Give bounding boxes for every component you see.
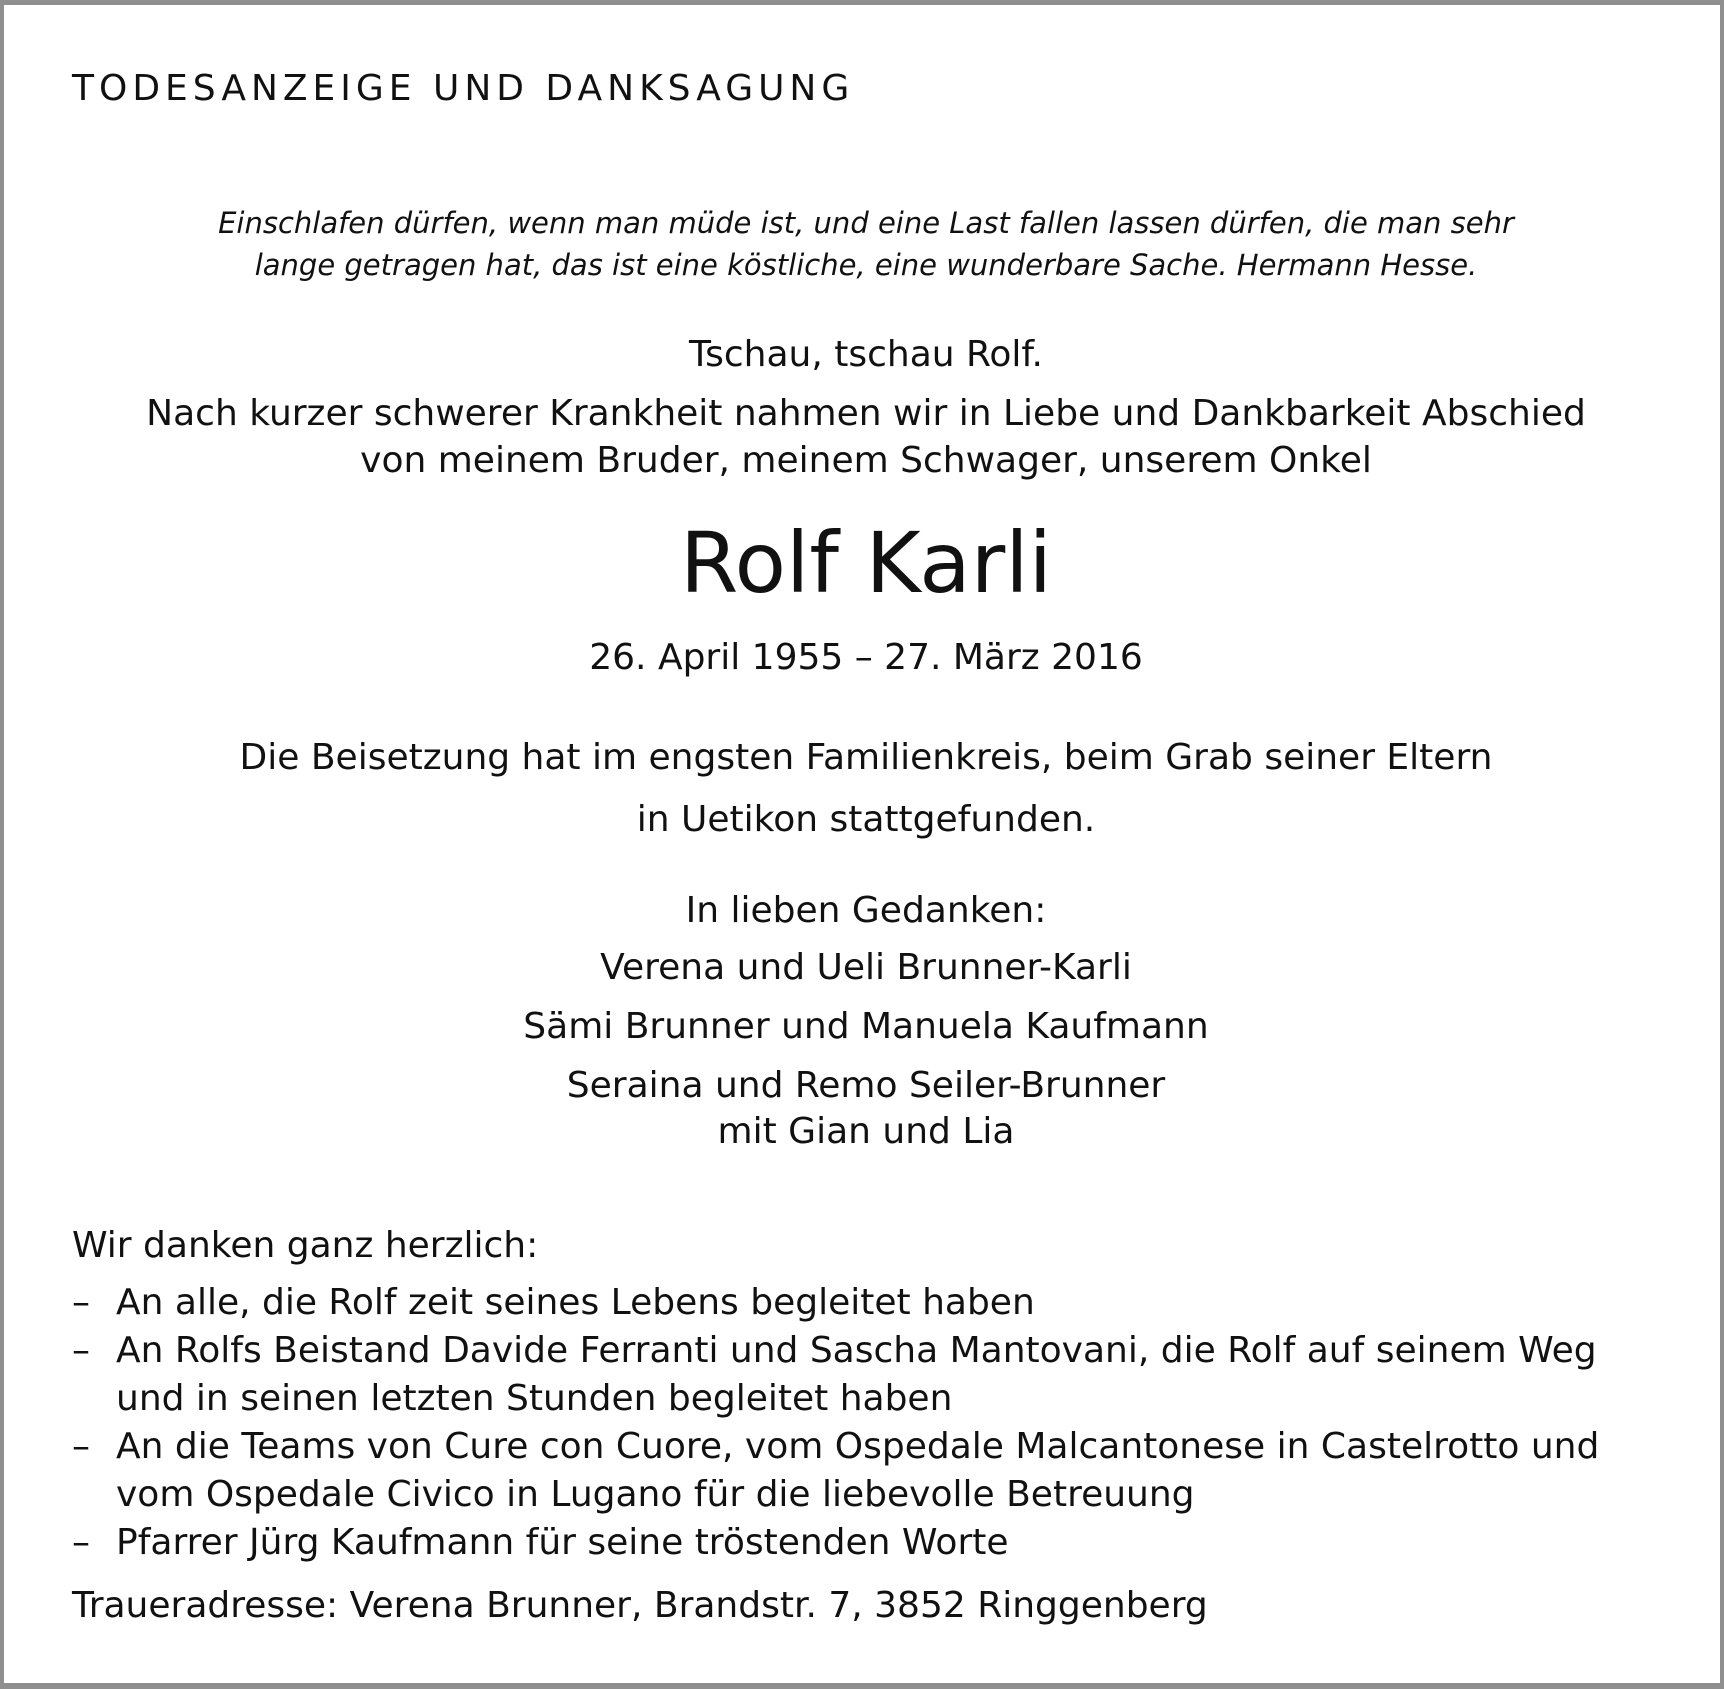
- hesse-quote: [4, 202, 1724, 286]
- quote-line: Einschlafen dürfen, wenn man müde ist, und eine Last fallen lassen dürfen, die man sehr: [218, 206, 1514, 240]
- announcement-line: Nach kurzer schwerer Krankheit nahmen wir in Liebe und Dankbarkeit Abschied: [146, 393, 1586, 434]
- thanks-line: Pfarrer Jürg Kaufmann für seine tröstenden Worte: [116, 1522, 1009, 1563]
- thanks-item: [72, 1279, 1672, 1327]
- thanks-line: An die Teams von Cure con Cuore, vom Ospedale Malcantonese in Castelrotto und: [116, 1426, 1600, 1467]
- mourner-name: Seraina und Remo Seiler-Brunner: [566, 1065, 1166, 1106]
- burial-line: in Uetikon stattgefunden.: [636, 799, 1096, 840]
- dash-bullet: –: [72, 1330, 90, 1371]
- thanks-item: [72, 1327, 1672, 1423]
- announcement-text: [4, 390, 1724, 484]
- farewell-greeting: Tschau, tschau Rolf.: [689, 334, 1043, 375]
- thanks-line: An Rolfs Beistand Davide Ferranti und Sascha Mantovani, die Rolf auf seinem Weg: [116, 1330, 1597, 1371]
- dash-bullet: –: [72, 1282, 90, 1323]
- mourner-name: Sämi Brunner und Manuela Kaufmann: [523, 1006, 1209, 1047]
- thanks-heading: Wir danken ganz herzlich:: [72, 1225, 539, 1266]
- mourners-list: [4, 945, 1724, 1155]
- deceased-name: Rolf Karli: [680, 514, 1052, 612]
- notice-header: TODESANZEIGE UND DANKSAGUNG: [72, 68, 855, 109]
- burial-notice: [4, 727, 1724, 851]
- mourners-heading: In lieben Gedanken:: [685, 890, 1047, 931]
- dash-bullet: –: [72, 1522, 90, 1563]
- life-dates: 26. April 1955 – 27. März 2016: [589, 637, 1143, 678]
- announcement-line: von meinem Bruder, meinem Schwager, unserem Onkel: [360, 440, 1372, 481]
- thanks-list: [72, 1279, 1672, 1567]
- thanks-line: vom Ospedale Civico in Lugano für die liebevolle Betreuung: [116, 1474, 1195, 1515]
- dash-bullet: –: [72, 1426, 90, 1467]
- thanks-line: An alle, die Rolf zeit seines Lebens begleitet haben: [116, 1282, 1035, 1323]
- mourner-name: Verena und Ueli Brunner-Karli: [600, 947, 1132, 988]
- thanks-item: [72, 1519, 1672, 1567]
- mourning-address: Traueradresse: Verena Brunner, Brandstr. 7, 3852 Ringgenberg: [72, 1585, 1208, 1626]
- thanks-item: [72, 1423, 1672, 1519]
- quote-line: lange getragen hat, das ist eine köstliche, eine wunderbare Sache. Hermann Hesse.: [254, 248, 1478, 282]
- thanks-line: und in seinen letzten Stunden begleitet haben: [116, 1378, 953, 1419]
- mourner-name: mit Gian und Lia: [717, 1111, 1015, 1152]
- burial-line: Die Beisetzung hat im engsten Familienkreis, beim Grab seiner Eltern: [239, 737, 1493, 778]
